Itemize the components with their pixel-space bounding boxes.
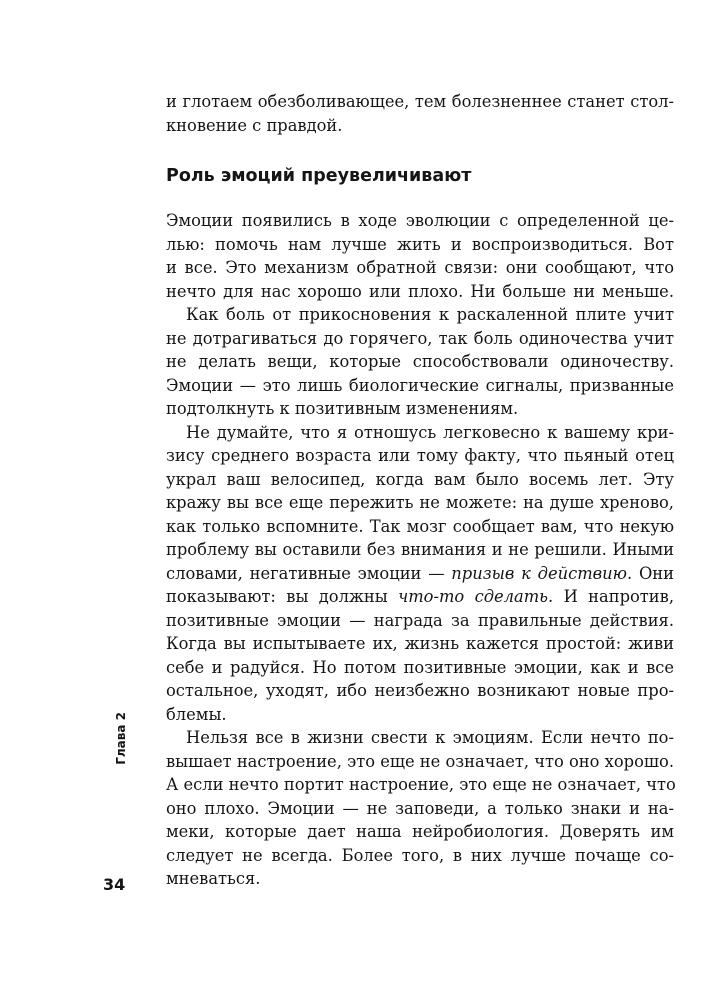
text-line: лью: помочь нам лучше жить и воспроизводиться. Вот — [166, 234, 674, 254]
text-line: не делать вещи, которые способствовали одиночеству. — [166, 352, 674, 371]
text-line: Эмоции появились в ходе эволюции с определенной це- — [166, 211, 674, 230]
body-text — [166, 90, 674, 891]
text-run: . Они — [626, 563, 674, 583]
text-run: . И напротив, — [548, 587, 674, 606]
text-line: подтолкнуть к позитивным изменениям. — [166, 399, 519, 418]
text-line: кновение с правдой. — [166, 115, 343, 135]
text-run: словами, негативные эмоции — — [166, 563, 452, 583]
text-line: оно плохо. Эмоции — не заповеди, а только знаки и на- — [166, 798, 674, 818]
paragraph-2 — [166, 303, 674, 421]
text-line — [166, 585, 674, 609]
text-line: украл ваш велосипед, когда вам было восемь лет. Эту — [166, 469, 674, 489]
text-line: себе и радуйся. Но потом позитивные эмоции, как и все — [166, 657, 674, 677]
text-line: нечто для нас хорошо или плохо. Ни больше ни меньше. — [166, 281, 674, 301]
text-line: Не думайте, что я отношусь легковесно к вашему кри- — [186, 422, 674, 442]
text-line: Эмоции — это лишь биологические сигналы, призванные — [166, 375, 674, 395]
text-line: кражу вы все еще пережить не можете: на душе хреново, — [166, 493, 674, 512]
text-line: как только вспомните. Так мозг сообщает вам, что некую — [166, 516, 674, 536]
italic-emphasis: что-то сделать — [398, 587, 549, 606]
text-line: позитивные эмоции — награда за правильные действия. — [166, 610, 674, 630]
text-line: и все. Это механизм обратной связи: они сообщают, что — [166, 258, 674, 277]
text-line: следует не всегда. Более того, в них лучше почаще со- — [166, 845, 674, 865]
text-line: проблему вы оставили без внимания и не решили. Иными — [166, 540, 674, 559]
text-line: Как боль от прикосновения к раскаленной плите учит — [186, 305, 674, 324]
text-line: и глотаем обезболивающее, тем болезненнее станет стол- — [166, 92, 674, 111]
paragraph-3 — [166, 421, 674, 727]
text-line: не дотрагиваться до горячего, так боль одиночества учит — [166, 328, 674, 348]
section-heading: Роль эмоций преувеличивают — [166, 166, 472, 186]
text-line: Когда вы испытываете их, жизнь кажется простой: живи — [166, 634, 674, 653]
italic-emphasis: призыв к действию — [451, 563, 627, 583]
chapter-label: Глава 2 — [114, 712, 128, 765]
text-line: Нельзя все в жизни свести к эмоциям. Если нечто по- — [186, 728, 674, 747]
text-run: показывают: вы должны — [166, 587, 399, 606]
text-line: остальное, уходят, ибо неизбежно возникают новые про- — [166, 681, 674, 700]
text-line: вышает настроение, это еще не означает, что оно хорошо. — [166, 751, 674, 771]
paragraph-4 — [166, 726, 674, 891]
text-line: зису среднего возраста или тому факту, что пьяный отец — [166, 446, 674, 465]
page-number: 34 — [103, 875, 126, 894]
text-line: меки, которые дает наша нейробиология. Доверять им — [166, 822, 674, 841]
text-line — [166, 562, 674, 586]
text-line: блемы. — [166, 704, 227, 724]
text-line: А если нечто портит настроение, это еще не означает, что — [166, 775, 676, 794]
text-line: мневаться. — [166, 869, 261, 888]
paragraph-1 — [166, 209, 674, 303]
